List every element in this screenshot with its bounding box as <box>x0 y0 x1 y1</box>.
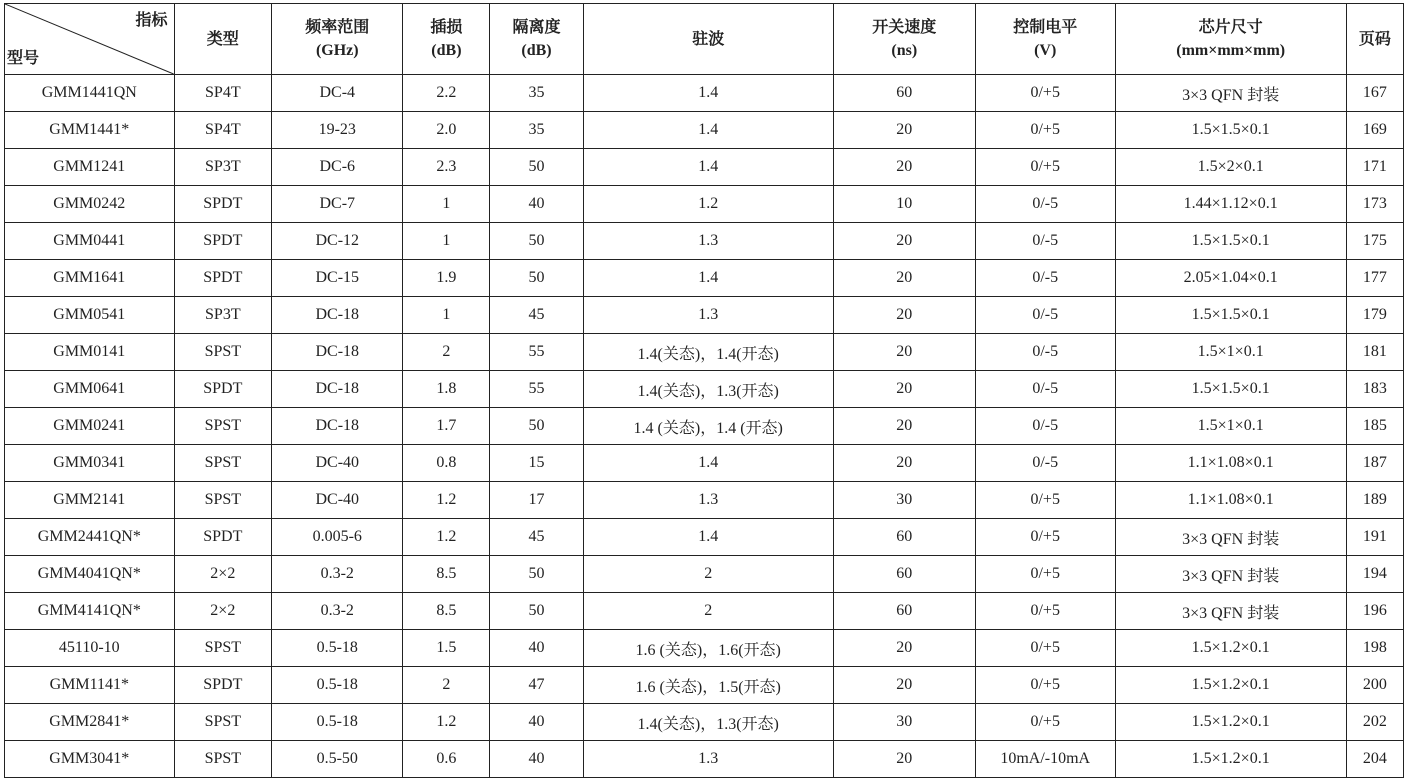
cell-frequency-range: DC-6 <box>272 149 403 186</box>
cell-switching-speed: 60 <box>833 556 975 593</box>
cell-page-number: 177 <box>1346 260 1403 297</box>
header-switching-speed: 开关速度 (ns) <box>833 4 975 75</box>
cell-frequency-range: DC-15 <box>272 260 403 297</box>
cell-vswr: 1.4(关态)，1.3(开态) <box>583 371 833 408</box>
cell-model: GMM4041QN* <box>5 556 175 593</box>
cell-isolation: 45 <box>490 297 583 334</box>
cell-vswr: 1.4(关态)，1.3(开态) <box>583 704 833 741</box>
cell-model: GMM2841* <box>5 704 175 741</box>
cell-frequency-range: 0.5-18 <box>272 704 403 741</box>
cell-insertion-loss: 1.8 <box>403 371 490 408</box>
cell-model: GMM4141QN* <box>5 593 175 630</box>
cell-isolation: 35 <box>490 75 583 112</box>
cell-insertion-loss: 2.0 <box>403 112 490 149</box>
cell-type: SPDT <box>174 667 272 704</box>
table-row <box>5 408 1404 445</box>
cell-type: SPDT <box>174 223 272 260</box>
table-row <box>5 334 1404 371</box>
cell-page-number: 185 <box>1346 408 1403 445</box>
cell-isolation: 55 <box>490 371 583 408</box>
cell-frequency-range: 19-23 <box>272 112 403 149</box>
cell-insertion-loss: 1.5 <box>403 630 490 667</box>
cell-isolation: 35 <box>490 112 583 149</box>
cell-page-number: 196 <box>1346 593 1403 630</box>
cell-isolation: 50 <box>490 593 583 630</box>
cell-type: SPDT <box>174 186 272 223</box>
cell-insertion-loss: 0.8 <box>403 445 490 482</box>
table-row <box>5 741 1404 778</box>
cell-chip-size: 1.5×2×0.1 <box>1115 149 1346 186</box>
cell-chip-size: 1.1×1.08×0.1 <box>1115 482 1346 519</box>
cell-page-number: 198 <box>1346 630 1403 667</box>
cell-control-level: 0/+5 <box>975 593 1115 630</box>
cell-frequency-range: DC-7 <box>272 186 403 223</box>
cell-type: SP4T <box>174 112 272 149</box>
table-row <box>5 149 1404 186</box>
cell-chip-size: 1.5×1×0.1 <box>1115 334 1346 371</box>
cell-isolation: 45 <box>490 519 583 556</box>
cell-type: 2×2 <box>174 556 272 593</box>
cell-chip-size: 1.5×1.2×0.1 <box>1115 741 1346 778</box>
cell-isolation: 40 <box>490 630 583 667</box>
cell-page-number: 173 <box>1346 186 1403 223</box>
cell-frequency-range: DC-18 <box>272 334 403 371</box>
table-row <box>5 519 1404 556</box>
cell-isolation: 50 <box>490 408 583 445</box>
cell-vswr: 1.6 (关态)，1.6(开态) <box>583 630 833 667</box>
cell-model: GMM1641 <box>5 260 175 297</box>
cell-vswr: 1.3 <box>583 297 833 334</box>
cell-type: SP4T <box>174 75 272 112</box>
cell-insertion-loss: 2.3 <box>403 149 490 186</box>
cell-switching-speed: 20 <box>833 371 975 408</box>
cell-insertion-loss: 1.7 <box>403 408 490 445</box>
cell-chip-size: 1.5×1.2×0.1 <box>1115 704 1346 741</box>
spec-table-container <box>4 3 1404 778</box>
cell-isolation: 15 <box>490 445 583 482</box>
cell-switching-speed: 10 <box>833 186 975 223</box>
table-row <box>5 371 1404 408</box>
table-row <box>5 593 1404 630</box>
cell-chip-size: 1.5×1×0.1 <box>1115 408 1346 445</box>
cell-isolation: 50 <box>490 260 583 297</box>
cell-chip-size: 2.05×1.04×0.1 <box>1115 260 1346 297</box>
cell-type: SPST <box>174 408 272 445</box>
cell-chip-size: 1.5×1.2×0.1 <box>1115 667 1346 704</box>
table-row <box>5 112 1404 149</box>
cell-vswr: 1.4 <box>583 519 833 556</box>
cell-type: SPDT <box>174 260 272 297</box>
table-row <box>5 297 1404 334</box>
cell-control-level: 0/-5 <box>975 445 1115 482</box>
cell-vswr: 1.3 <box>583 482 833 519</box>
cell-vswr: 1.4 <box>583 112 833 149</box>
table-row <box>5 75 1404 112</box>
cell-switching-speed: 30 <box>833 704 975 741</box>
header-model-label: 型号 <box>7 48 40 67</box>
cell-switching-speed: 20 <box>833 408 975 445</box>
cell-vswr: 1.3 <box>583 741 833 778</box>
cell-page-number: 191 <box>1346 519 1403 556</box>
cell-page-number: 179 <box>1346 297 1403 334</box>
cell-frequency-range: DC-12 <box>272 223 403 260</box>
cell-page-number: 204 <box>1346 741 1403 778</box>
cell-frequency-range: 0.3-2 <box>272 556 403 593</box>
cell-page-number: 175 <box>1346 223 1403 260</box>
cell-model: GMM0141 <box>5 334 175 371</box>
cell-insertion-loss: 8.5 <box>403 593 490 630</box>
table-row <box>5 667 1404 704</box>
header-vswr: 驻波 <box>583 4 833 75</box>
cell-isolation: 17 <box>490 482 583 519</box>
cell-model: GMM0441 <box>5 223 175 260</box>
header-indicator-label: 指标 <box>135 10 168 29</box>
cell-type: SPST <box>174 741 272 778</box>
table-row <box>5 556 1404 593</box>
cell-insertion-loss: 1 <box>403 186 490 223</box>
cell-page-number: 202 <box>1346 704 1403 741</box>
cell-chip-size: 1.5×1.2×0.1 <box>1115 630 1346 667</box>
table-row <box>5 482 1404 519</box>
cell-switching-speed: 20 <box>833 445 975 482</box>
cell-frequency-range: 0.5-18 <box>272 630 403 667</box>
cell-isolation: 47 <box>490 667 583 704</box>
cell-isolation: 50 <box>490 556 583 593</box>
cell-switching-speed: 20 <box>833 223 975 260</box>
table-row <box>5 223 1404 260</box>
cell-page-number: 200 <box>1346 667 1403 704</box>
cell-model: GMM1241 <box>5 149 175 186</box>
cell-page-number: 187 <box>1346 445 1403 482</box>
cell-page-number: 171 <box>1346 149 1403 186</box>
cell-chip-size: 1.5×1.5×0.1 <box>1115 371 1346 408</box>
cell-switching-speed: 20 <box>833 149 975 186</box>
cell-frequency-range: DC-4 <box>272 75 403 112</box>
cell-isolation: 40 <box>490 741 583 778</box>
header-page-number: 页码 <box>1346 4 1403 75</box>
cell-type: SPST <box>174 704 272 741</box>
cell-switching-speed: 20 <box>833 260 975 297</box>
cell-page-number: 169 <box>1346 112 1403 149</box>
cell-model: GMM1441* <box>5 112 175 149</box>
cell-frequency-range: DC-18 <box>272 371 403 408</box>
cell-model: 45110-10 <box>5 630 175 667</box>
cell-model: GMM1441QN <box>5 75 175 112</box>
cell-control-level: 0/+5 <box>975 556 1115 593</box>
cell-control-level: 0/-5 <box>975 408 1115 445</box>
cell-frequency-range: 0.5-50 <box>272 741 403 778</box>
cell-insertion-loss: 1.9 <box>403 260 490 297</box>
cell-insertion-loss: 0.6 <box>403 741 490 778</box>
cell-model: GMM0541 <box>5 297 175 334</box>
cell-type: 2×2 <box>174 593 272 630</box>
cell-switching-speed: 60 <box>833 519 975 556</box>
header-control-level: 控制电平 (V) <box>975 4 1115 75</box>
cell-chip-size: 1.5×1.5×0.1 <box>1115 223 1346 260</box>
cell-switching-speed: 20 <box>833 667 975 704</box>
cell-control-level: 0/+5 <box>975 75 1115 112</box>
cell-model: GMM3041* <box>5 741 175 778</box>
diagonal-header-cell <box>5 4 175 75</box>
cell-switching-speed: 20 <box>833 334 975 371</box>
cell-control-level: 0/+5 <box>975 112 1115 149</box>
cell-page-number: 194 <box>1346 556 1403 593</box>
switch-spec-table <box>4 3 1404 778</box>
cell-vswr: 1.4(关态)，1.4(开态) <box>583 334 833 371</box>
cell-control-level: 0/-5 <box>975 371 1115 408</box>
cell-insertion-loss: 1.2 <box>403 519 490 556</box>
cell-switching-speed: 20 <box>833 741 975 778</box>
table-row <box>5 260 1404 297</box>
cell-insertion-loss: 2.2 <box>403 75 490 112</box>
cell-chip-size: 3×3 QFN 封装 <box>1115 556 1346 593</box>
cell-switching-speed: 20 <box>833 630 975 667</box>
cell-vswr: 1.4 (关态)，1.4 (开态) <box>583 408 833 445</box>
cell-model: GMM0641 <box>5 371 175 408</box>
cell-model: GMM2441QN* <box>5 519 175 556</box>
cell-control-level: 0/+5 <box>975 482 1115 519</box>
header-frequency: 频率范围 (GHz) <box>272 4 403 75</box>
cell-frequency-range: 0.3-2 <box>272 593 403 630</box>
table-header <box>5 4 1404 75</box>
cell-vswr: 1.4 <box>583 75 833 112</box>
cell-chip-size: 1.1×1.08×0.1 <box>1115 445 1346 482</box>
cell-isolation: 55 <box>490 334 583 371</box>
header-chip-size: 芯片尺寸 (mm×mm×mm) <box>1115 4 1346 75</box>
cell-vswr: 1.2 <box>583 186 833 223</box>
cell-switching-speed: 30 <box>833 482 975 519</box>
cell-insertion-loss: 8.5 <box>403 556 490 593</box>
cell-insertion-loss: 1.2 <box>403 482 490 519</box>
table-row <box>5 630 1404 667</box>
cell-vswr: 1.3 <box>583 223 833 260</box>
cell-vswr: 2 <box>583 556 833 593</box>
cell-chip-size: 1.5×1.5×0.1 <box>1115 297 1346 334</box>
cell-isolation: 40 <box>490 704 583 741</box>
cell-frequency-range: 0.005-6 <box>272 519 403 556</box>
cell-switching-speed: 60 <box>833 75 975 112</box>
cell-model: GMM0242 <box>5 186 175 223</box>
cell-type: SPDT <box>174 519 272 556</box>
cell-vswr: 2 <box>583 593 833 630</box>
cell-control-level: 0/+5 <box>975 704 1115 741</box>
header-type: 类型 <box>174 4 272 75</box>
cell-chip-size: 1.44×1.12×0.1 <box>1115 186 1346 223</box>
header-isolation: 隔离度 (dB) <box>490 4 583 75</box>
cell-switching-speed: 20 <box>833 297 975 334</box>
cell-vswr: 1.4 <box>583 260 833 297</box>
cell-type: SP3T <box>174 297 272 334</box>
cell-control-level: 0/-5 <box>975 297 1115 334</box>
cell-page-number: 181 <box>1346 334 1403 371</box>
cell-isolation: 50 <box>490 223 583 260</box>
table-body <box>5 75 1404 778</box>
cell-insertion-loss: 1.2 <box>403 704 490 741</box>
cell-control-level: 0/+5 <box>975 667 1115 704</box>
cell-switching-speed: 60 <box>833 593 975 630</box>
cell-insertion-loss: 2 <box>403 334 490 371</box>
cell-insertion-loss: 1 <box>403 297 490 334</box>
cell-control-level: 0/-5 <box>975 260 1115 297</box>
cell-isolation: 50 <box>490 149 583 186</box>
cell-model: GMM1141* <box>5 667 175 704</box>
cell-type: SPST <box>174 482 272 519</box>
table-row <box>5 186 1404 223</box>
header-insertion-loss: 插损 (dB) <box>403 4 490 75</box>
cell-type: SPDT <box>174 371 272 408</box>
cell-chip-size: 3×3 QFN 封装 <box>1115 519 1346 556</box>
cell-page-number: 167 <box>1346 75 1403 112</box>
cell-chip-size: 3×3 QFN 封装 <box>1115 75 1346 112</box>
cell-type: SPST <box>174 334 272 371</box>
cell-control-level: 0/+5 <box>975 149 1115 186</box>
cell-frequency-range: 0.5-18 <box>272 667 403 704</box>
cell-vswr: 1.6 (关态)，1.5(开态) <box>583 667 833 704</box>
cell-control-level: 0/-5 <box>975 186 1115 223</box>
cell-frequency-range: DC-18 <box>272 297 403 334</box>
cell-frequency-range: DC-18 <box>272 408 403 445</box>
cell-chip-size: 3×3 QFN 封装 <box>1115 593 1346 630</box>
cell-insertion-loss: 2 <box>403 667 490 704</box>
cell-insertion-loss: 1 <box>403 223 490 260</box>
cell-control-level: 10mA/-10mA <box>975 741 1115 778</box>
cell-vswr: 1.4 <box>583 445 833 482</box>
cell-control-level: 0/+5 <box>975 519 1115 556</box>
cell-control-level: 0/-5 <box>975 223 1115 260</box>
cell-page-number: 183 <box>1346 371 1403 408</box>
table-row <box>5 704 1404 741</box>
cell-vswr: 1.4 <box>583 149 833 186</box>
cell-type: SPST <box>174 630 272 667</box>
cell-model: GMM0241 <box>5 408 175 445</box>
cell-control-level: 0/-5 <box>975 334 1115 371</box>
cell-isolation: 40 <box>490 186 583 223</box>
cell-page-number: 189 <box>1346 482 1403 519</box>
table-row <box>5 445 1404 482</box>
cell-chip-size: 1.5×1.5×0.1 <box>1115 112 1346 149</box>
cell-frequency-range: DC-40 <box>272 445 403 482</box>
cell-model: GMM0341 <box>5 445 175 482</box>
cell-type: SPST <box>174 445 272 482</box>
cell-frequency-range: DC-40 <box>272 482 403 519</box>
cell-switching-speed: 20 <box>833 112 975 149</box>
cell-model: GMM2141 <box>5 482 175 519</box>
cell-type: SP3T <box>174 149 272 186</box>
cell-control-level: 0/+5 <box>975 630 1115 667</box>
